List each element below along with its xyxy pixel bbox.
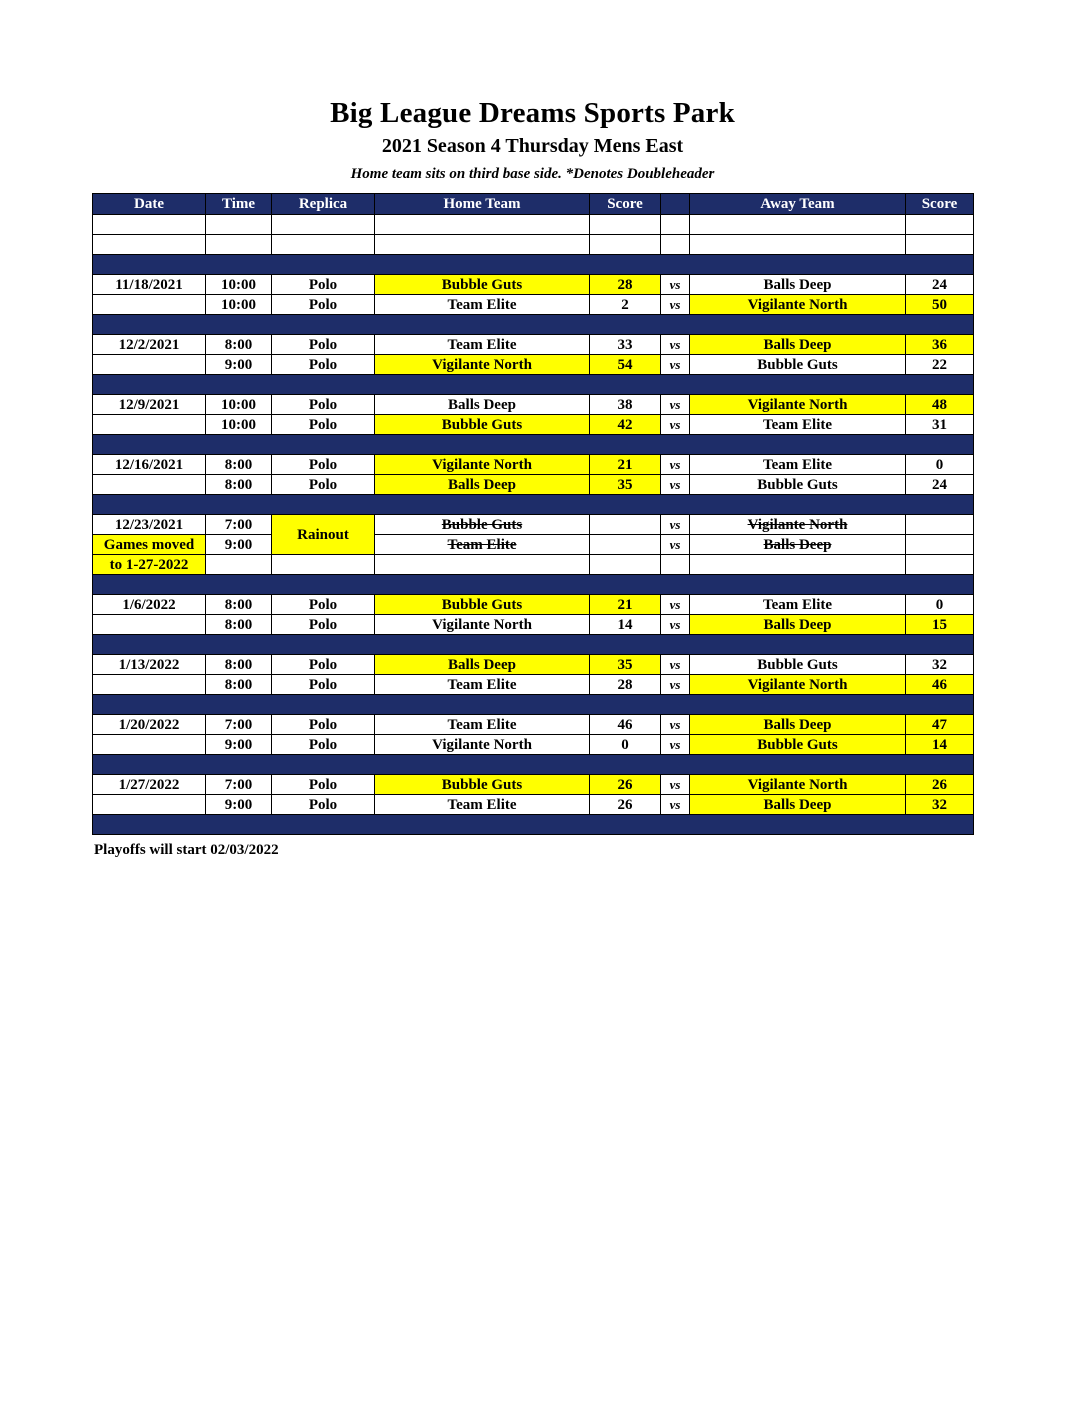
vs-cell: vs — [661, 355, 690, 375]
separator-bar — [93, 635, 974, 655]
vs-cell: vs — [661, 775, 690, 795]
separator-row — [93, 755, 974, 775]
score2-cell: 0 — [906, 455, 974, 475]
header-replica: Replica — [272, 194, 375, 215]
vs-cell: vs — [661, 515, 690, 535]
score-cell: 2 — [590, 295, 661, 315]
header-home-score: Score — [590, 194, 661, 215]
vs-cell: vs — [661, 795, 690, 815]
score-cell: 14 — [590, 615, 661, 635]
header-away-team: Away Team — [690, 194, 906, 215]
date-cell — [93, 215, 206, 235]
separator-row — [93, 695, 974, 715]
schedule-table — [92, 193, 974, 835]
score-cell: 33 — [590, 335, 661, 355]
score-cell — [590, 215, 661, 235]
game-row — [93, 715, 974, 735]
score2-cell: 15 — [906, 615, 974, 635]
separator-bar — [93, 255, 974, 275]
date-cell — [93, 355, 206, 375]
game-row — [93, 275, 974, 295]
separator-bar — [93, 695, 974, 715]
separator-row — [93, 635, 974, 655]
separator-bar — [93, 375, 974, 395]
date-cell: 1/20/2022 — [93, 715, 206, 735]
score2-cell: 47 — [906, 715, 974, 735]
date-cell: 11/18/2021 — [93, 275, 206, 295]
replica-cell: Polo — [272, 335, 375, 355]
header-date: Date — [93, 194, 206, 215]
home-cell: Bubble Guts — [375, 275, 590, 295]
game-row — [93, 775, 974, 795]
home-cell — [375, 235, 590, 255]
game-row — [93, 415, 974, 435]
time-cell: 8:00 — [206, 475, 272, 495]
game-row — [93, 655, 974, 675]
replica-cell — [272, 215, 375, 235]
vs-cell — [661, 215, 690, 235]
time-cell: 9:00 — [206, 795, 272, 815]
game-row — [93, 595, 974, 615]
time-cell — [206, 215, 272, 235]
date-cell — [93, 475, 206, 495]
game-row — [93, 675, 974, 695]
separator-row — [93, 495, 974, 515]
away-cell: Team Elite — [690, 415, 906, 435]
separator-bar — [93, 315, 974, 335]
home-cell: Team Elite — [375, 675, 590, 695]
game-row — [93, 515, 974, 535]
score2-cell: 26 — [906, 775, 974, 795]
score2-cell: 24 — [906, 475, 974, 495]
score2-cell — [906, 555, 974, 575]
replica-cell: Polo — [272, 395, 375, 415]
score-cell: 21 — [590, 455, 661, 475]
page-title: Big League Dreams Sports Park — [330, 97, 735, 129]
time-cell: 9:00 — [206, 355, 272, 375]
score-cell: 42 — [590, 415, 661, 435]
vs-cell: vs — [661, 295, 690, 315]
page-subtitle: 2021 Season 4 Thursday Mens East — [381, 135, 684, 157]
home-cell: Balls Deep — [375, 655, 590, 675]
time-cell: 10:00 — [206, 415, 272, 435]
separator-row — [93, 315, 974, 335]
date-cell — [93, 735, 206, 755]
score-cell — [590, 535, 661, 555]
score-cell: 28 — [590, 275, 661, 295]
game-row — [93, 395, 974, 415]
header-time: Time — [206, 194, 272, 215]
home-cell: Vigilante North — [375, 615, 590, 635]
score2-cell — [906, 215, 974, 235]
away-cell: Balls Deep — [690, 795, 906, 815]
separator-bar — [93, 495, 974, 515]
game-row — [93, 795, 974, 815]
score-cell: 35 — [590, 475, 661, 495]
away-cell: Balls Deep — [690, 615, 906, 635]
time-cell: 8:00 — [206, 595, 272, 615]
home-cell: Balls Deep — [375, 395, 590, 415]
separator-row — [93, 815, 974, 835]
replica-cell: Polo — [272, 655, 375, 675]
replica-cell: Polo — [272, 735, 375, 755]
away-cell: Bubble Guts — [690, 475, 906, 495]
game-row — [93, 615, 974, 635]
score2-cell: 24 — [906, 275, 974, 295]
home-cell: Vigilante North — [375, 735, 590, 755]
away-cell: Balls Deep — [690, 535, 906, 555]
replica-cell: Polo — [272, 415, 375, 435]
vs-cell: vs — [661, 615, 690, 635]
home-cell: Team Elite — [375, 795, 590, 815]
home-cell: Vigilante North — [375, 355, 590, 375]
vs-cell: vs — [661, 395, 690, 415]
replica-cell: Polo — [272, 455, 375, 475]
replica-cell: Polo — [272, 595, 375, 615]
game-row — [93, 475, 974, 495]
away-cell: Balls Deep — [690, 335, 906, 355]
vs-cell: vs — [661, 535, 690, 555]
away-cell — [690, 555, 906, 575]
date-cell: 12/16/2021 — [93, 455, 206, 475]
score2-cell: 22 — [906, 355, 974, 375]
score-cell: 35 — [590, 655, 661, 675]
home-cell: Bubble Guts — [375, 515, 590, 535]
replica-cell: Polo — [272, 275, 375, 295]
score-cell: 46 — [590, 715, 661, 735]
game-row — [93, 535, 974, 555]
home-cell — [375, 215, 590, 235]
home-cell: Bubble Guts — [375, 595, 590, 615]
header-row — [93, 194, 974, 215]
date-cell — [93, 235, 206, 255]
away-cell: Bubble Guts — [690, 655, 906, 675]
score-cell: 54 — [590, 355, 661, 375]
date-cell — [93, 795, 206, 815]
score2-cell — [906, 535, 974, 555]
separator-bar — [93, 575, 974, 595]
replica-cell — [272, 555, 375, 575]
home-cell: Vigilante North — [375, 455, 590, 475]
home-cell: Bubble Guts — [375, 415, 590, 435]
time-cell: 8:00 — [206, 675, 272, 695]
time-cell: 8:00 — [206, 615, 272, 635]
time-cell: 7:00 — [206, 775, 272, 795]
time-cell: 10:00 — [206, 275, 272, 295]
score2-cell: 32 — [906, 795, 974, 815]
score2-cell: 14 — [906, 735, 974, 755]
replica-cell: Polo — [272, 355, 375, 375]
score-cell — [590, 235, 661, 255]
date-cell: 12/2/2021 — [93, 335, 206, 355]
replica-cell: Polo — [272, 295, 375, 315]
replica-cell: Polo — [272, 675, 375, 695]
vs-cell: vs — [661, 595, 690, 615]
game-row — [93, 355, 974, 375]
replica-cell: Polo — [272, 795, 375, 815]
separator-bar — [93, 815, 974, 835]
score2-cell — [906, 235, 974, 255]
header-vs — [661, 194, 690, 215]
vs-cell: vs — [661, 655, 690, 675]
time-cell: 9:00 — [206, 735, 272, 755]
away-cell: Vigilante North — [690, 515, 906, 535]
date-cell: 12/23/2021 — [93, 515, 206, 535]
empty-row — [93, 215, 974, 235]
score2-cell: 36 — [906, 335, 974, 355]
score-cell — [590, 515, 661, 535]
header-home-team: Home Team — [375, 194, 590, 215]
header-away-score: Score — [906, 194, 974, 215]
home-cell: Team Elite — [375, 335, 590, 355]
score-cell: 0 — [590, 735, 661, 755]
game-row — [93, 295, 974, 315]
score2-cell: 46 — [906, 675, 974, 695]
vs-cell: vs — [661, 275, 690, 295]
vs-cell: vs — [661, 415, 690, 435]
vs-cell: vs — [661, 475, 690, 495]
score-cell: 38 — [590, 395, 661, 415]
game-row — [93, 335, 974, 355]
away-cell: Vigilante North — [690, 775, 906, 795]
score-cell: 28 — [590, 675, 661, 695]
time-cell: 10:00 — [206, 295, 272, 315]
time-cell: 7:00 — [206, 515, 272, 535]
date-cell: 1/6/2022 — [93, 595, 206, 615]
away-cell: Vigilante North — [690, 395, 906, 415]
time-cell: 7:00 — [206, 715, 272, 735]
home-cell: Team Elite — [375, 295, 590, 315]
score2-cell: 48 — [906, 395, 974, 415]
away-cell: Vigilante North — [690, 295, 906, 315]
separator-row — [93, 375, 974, 395]
time-cell: 10:00 — [206, 395, 272, 415]
replica-cell: Rainout — [272, 515, 375, 555]
separator-row — [93, 435, 974, 455]
vs-cell: vs — [661, 455, 690, 475]
playoffs-note: Playoffs will start 02/03/2022 — [94, 842, 279, 858]
replica-cell: Polo — [272, 615, 375, 635]
date-cell: 1/27/2022 — [93, 775, 206, 795]
time-cell: 9:00 — [206, 535, 272, 555]
separator-row — [93, 575, 974, 595]
replica-cell: Polo — [272, 775, 375, 795]
vs-cell: vs — [661, 675, 690, 695]
score-cell: 21 — [590, 595, 661, 615]
home-cell — [375, 555, 590, 575]
away-cell: Bubble Guts — [690, 355, 906, 375]
separator-bar — [93, 435, 974, 455]
score2-cell: 32 — [906, 655, 974, 675]
home-cell: Team Elite — [375, 535, 590, 555]
away-cell — [690, 235, 906, 255]
game-row — [93, 455, 974, 475]
score-cell: 26 — [590, 795, 661, 815]
home-team-note: Home team sits on third base side. *Denotes Doubleheader — [350, 166, 715, 182]
away-cell — [690, 215, 906, 235]
home-cell: Balls Deep — [375, 475, 590, 495]
away-cell: Vigilante North — [690, 675, 906, 695]
time-cell: 8:00 — [206, 455, 272, 475]
game-row — [93, 735, 974, 755]
score-cell: 26 — [590, 775, 661, 795]
away-cell: Bubble Guts — [690, 735, 906, 755]
home-cell: Bubble Guts — [375, 775, 590, 795]
separator-row — [93, 255, 974, 275]
time-cell: 8:00 — [206, 655, 272, 675]
date-cell: 12/9/2021 — [93, 395, 206, 415]
score-cell — [590, 555, 661, 575]
date-cell — [93, 295, 206, 315]
away-cell: Team Elite — [690, 595, 906, 615]
replica-cell — [272, 235, 375, 255]
score2-cell: 50 — [906, 295, 974, 315]
away-cell: Balls Deep — [690, 715, 906, 735]
away-cell: Balls Deep — [690, 275, 906, 295]
game-row — [93, 555, 974, 575]
time-cell — [206, 555, 272, 575]
home-cell: Team Elite — [375, 715, 590, 735]
replica-cell: Polo — [272, 715, 375, 735]
date-cell: to 1-27-2022 — [93, 555, 206, 575]
date-cell — [93, 615, 206, 635]
vs-cell: vs — [661, 715, 690, 735]
vs-cell: vs — [661, 735, 690, 755]
separator-bar — [93, 755, 974, 775]
date-cell — [93, 675, 206, 695]
date-cell: 1/13/2022 — [93, 655, 206, 675]
away-cell: Team Elite — [690, 455, 906, 475]
vs-cell — [661, 555, 690, 575]
vs-cell: vs — [661, 335, 690, 355]
score2-cell: 0 — [906, 595, 974, 615]
score2-cell — [906, 515, 974, 535]
date-cell: Games moved — [93, 535, 206, 555]
time-cell: 8:00 — [206, 335, 272, 355]
vs-cell — [661, 235, 690, 255]
replica-cell: Polo — [272, 475, 375, 495]
date-cell — [93, 415, 206, 435]
time-cell — [206, 235, 272, 255]
empty-row — [93, 235, 974, 255]
score2-cell: 31 — [906, 415, 974, 435]
